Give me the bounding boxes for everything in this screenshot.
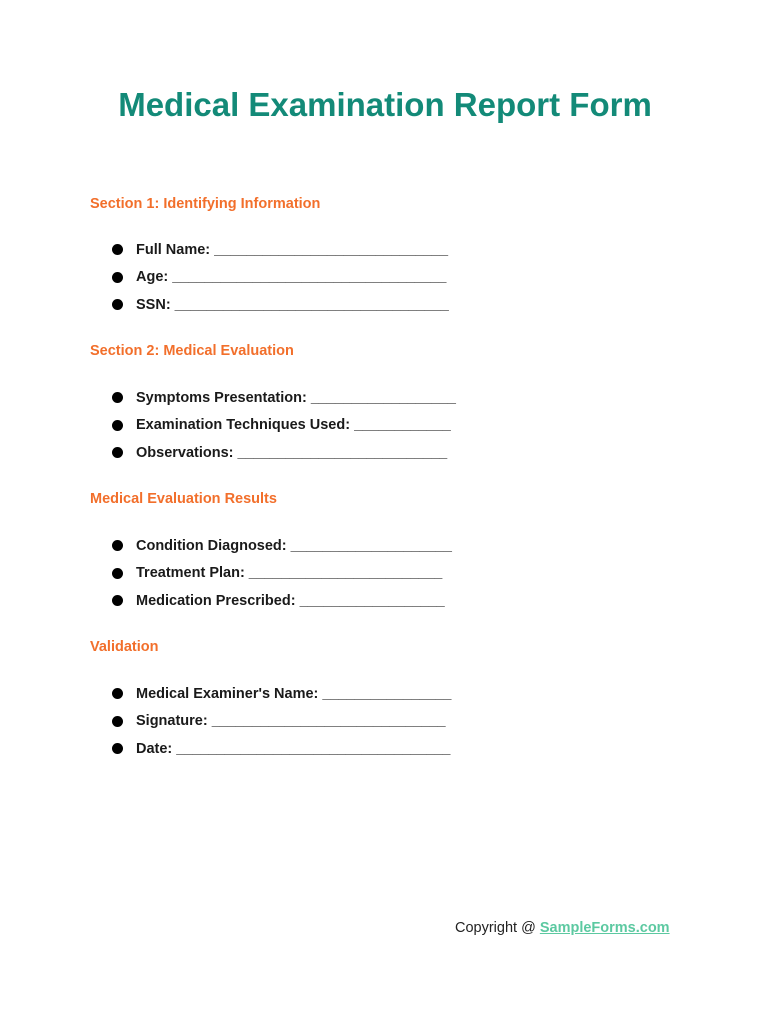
field-label: Date: __________________________________ [136, 740, 451, 757]
bullet-icon [112, 272, 123, 283]
field-ssn[interactable] [112, 291, 449, 319]
field-label: Medication Prescribed: __________________ [136, 592, 445, 609]
field-label: Observations: __________________________ [136, 444, 448, 461]
field-label: Treatment Plan: ________________________ [136, 565, 443, 582]
bullet-icon [112, 743, 123, 754]
field-label: Examination Techniques Used: ____________ [136, 417, 451, 434]
sampleforms-link[interactable]: SampleForms.com [539, 920, 670, 936]
bullet-icon [112, 420, 123, 431]
bullet-icon [112, 447, 123, 458]
field-age[interactable] [112, 264, 449, 292]
field-full-name[interactable] [112, 236, 449, 264]
field-medication-prescribed[interactable] [112, 587, 452, 615]
field-label: Full Name: _____________________________ [136, 241, 449, 258]
field-list-medical-evaluation [112, 384, 456, 467]
field-date[interactable] [112, 735, 451, 763]
field-examiner-name[interactable] [112, 680, 451, 708]
field-list-identifying-information [112, 236, 449, 319]
section-heading-evaluation-results: Medical Evaluation Results [90, 491, 277, 507]
section-heading-validation: Validation [90, 639, 159, 655]
field-list-validation [112, 680, 451, 763]
bullet-icon [112, 299, 123, 310]
field-label: Symptoms Presentation: __________________ [136, 389, 456, 406]
bullet-icon [112, 716, 123, 727]
field-label: Medical Examiner's Name: ________________ [136, 685, 452, 702]
field-label: Age: __________________________________ [136, 269, 447, 286]
bullet-icon [112, 568, 123, 579]
field-signature[interactable] [112, 708, 451, 736]
bullet-icon [112, 392, 123, 403]
bullet-icon [112, 244, 123, 255]
field-list-evaluation-results [112, 532, 452, 615]
page-title: Medical Examination Report Form [118, 86, 652, 123]
bullet-icon [112, 540, 123, 551]
field-label: Signature: _____________________________ [136, 713, 446, 730]
bullet-icon [112, 595, 123, 606]
copyright-footer [455, 920, 670, 936]
field-symptoms-presentation[interactable] [112, 384, 456, 412]
field-observations[interactable] [112, 439, 456, 467]
bullet-icon [112, 688, 123, 699]
field-label: Condition Diagnosed: ____________________ [136, 537, 452, 554]
section-heading-medical-evaluation: Section 2: Medical Evaluation [90, 343, 294, 359]
copyright-prefix: Copyright @ [455, 920, 540, 936]
field-condition-diagnosed[interactable] [112, 532, 452, 560]
field-examination-techniques[interactable] [112, 412, 456, 440]
field-treatment-plan[interactable] [112, 560, 452, 588]
field-label: SSN: __________________________________ [136, 296, 449, 313]
section-heading-identifying-information: Section 1: Identifying Information [90, 196, 321, 212]
